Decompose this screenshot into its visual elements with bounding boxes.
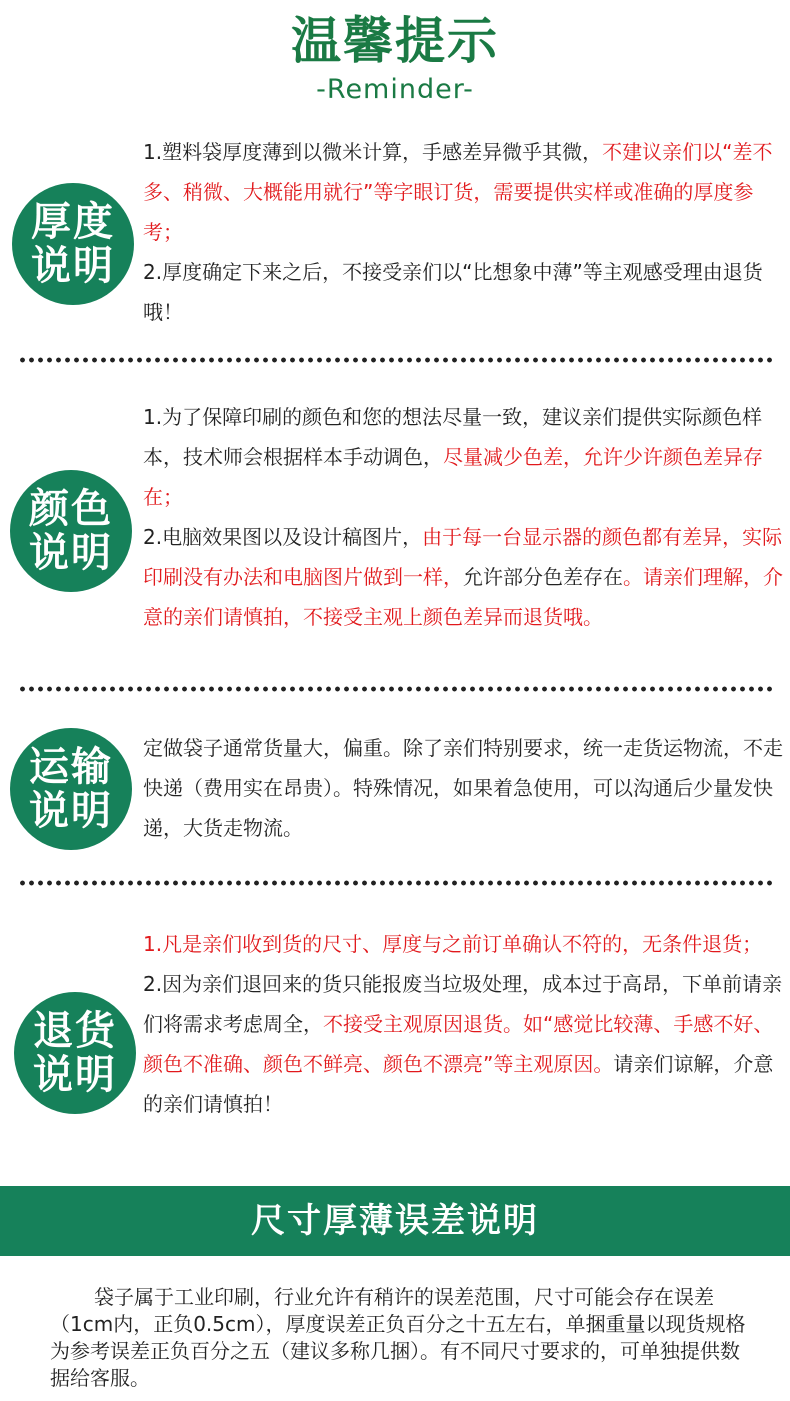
- paragraph-1: [143, 397, 783, 517]
- badge-color: [10, 470, 132, 592]
- text-highlight: 不接受主观原因退货。如“感觉比较薄、手感不好、颜色不准确、颜色不鲜亮、颜色不漂亮”等主观原因。: [143, 1012, 774, 1076]
- badge-line-2: 说明: [31, 243, 115, 289]
- text-normal: 1.塑料袋厚度薄到以微米计算，手感差异微乎其微，: [143, 140, 603, 164]
- badge-line-1: 厚度: [31, 199, 115, 245]
- paragraph-1: 1.凡是亲们收到货的尺寸、厚度与之前订单确认不符的，无条件退货；: [143, 932, 763, 956]
- dotted-divider: [18, 880, 774, 886]
- section-text: [143, 397, 783, 637]
- text-highlight: 不建议亲们以“差不多、稍微、大概能用就行”等字眼订货，需要提供实样或准确的厚度参考；: [143, 140, 773, 244]
- dotted-divider: [18, 357, 774, 363]
- paragraph-1: [143, 132, 783, 252]
- paragraph-1: 定做袋子通常货量大，偏重。除了亲们特别要求，统一走货运物流，不走快递（费用实在昂贵）。特殊情况，如果着急使用，可以沟通后少量发快递，大货走物流。: [143, 736, 783, 840]
- paragraph-2: [143, 964, 783, 1124]
- badge-line-1: 运输: [29, 744, 113, 790]
- text-highlight: 由于每一台显示器的颜色都有差异，实际印刷没有办法和电脑图片做到一样，: [143, 525, 783, 589]
- badge-shipping: [10, 728, 132, 850]
- error-banner: 尺寸厚薄误差说明: [0, 1186, 790, 1256]
- dotted-divider: [18, 686, 774, 692]
- text-normal: 允许部分色差存在: [463, 565, 623, 589]
- text-normal: 请亲们谅解，介意的亲们请慎拍！: [143, 1052, 774, 1116]
- page-title: 温馨提示: [291, 12, 499, 70]
- badge-returns: [14, 992, 136, 1114]
- badge-line-2: 说明: [33, 1052, 117, 1098]
- text-normal: 1.为了保障印刷的颜色和您的想法尽量一致，建议亲们提供实际颜色样本，技术师会根据样本手动调色，: [143, 405, 763, 469]
- paragraph-2: 2.厚度确定下来之后，不接受亲们以“比想象中薄”等主观感受理由退货哦！: [143, 260, 763, 324]
- text-highlight: 。请亲们理解，介意的亲们请慎拍，不接受主观上颜色差异而退货哦。: [143, 565, 783, 629]
- section-text: [143, 132, 783, 332]
- error-description: 袋子属于工业印刷，行业允许有稍许的误差范围，尺寸可能会存在误差（1cm内，正负0.5cm），厚度误差正负百分之十五左右，单捆重量以现货规格为参考误差正负百分之五（建议多称几捆）。有不同尺寸要求的，可单独提供数据给客服。: [50, 1285, 746, 1390]
- text-normal: 2.电脑效果图以及设计稿图片，: [143, 525, 423, 549]
- paragraph-2: [143, 517, 783, 637]
- badge-line-1: 颜色: [29, 486, 113, 532]
- section-text: [143, 728, 783, 848]
- header: [0, 8, 790, 106]
- text-highlight: 尽量减少色差，允许少许颜色差异存在；: [143, 445, 763, 509]
- badge-thickness: [12, 183, 134, 305]
- badge-line-2: 说明: [29, 530, 113, 576]
- page-subtitle: -Reminder-: [316, 74, 474, 105]
- badge-line-1: 退货: [33, 1008, 117, 1054]
- section-text: [143, 924, 783, 1124]
- text-normal: 2.因为亲们退回来的货只能报废当垃圾处理，成本过于高昂，下单前请亲们将需求考虑周全，: [143, 972, 783, 1036]
- badge-line-2: 说明: [29, 788, 113, 834]
